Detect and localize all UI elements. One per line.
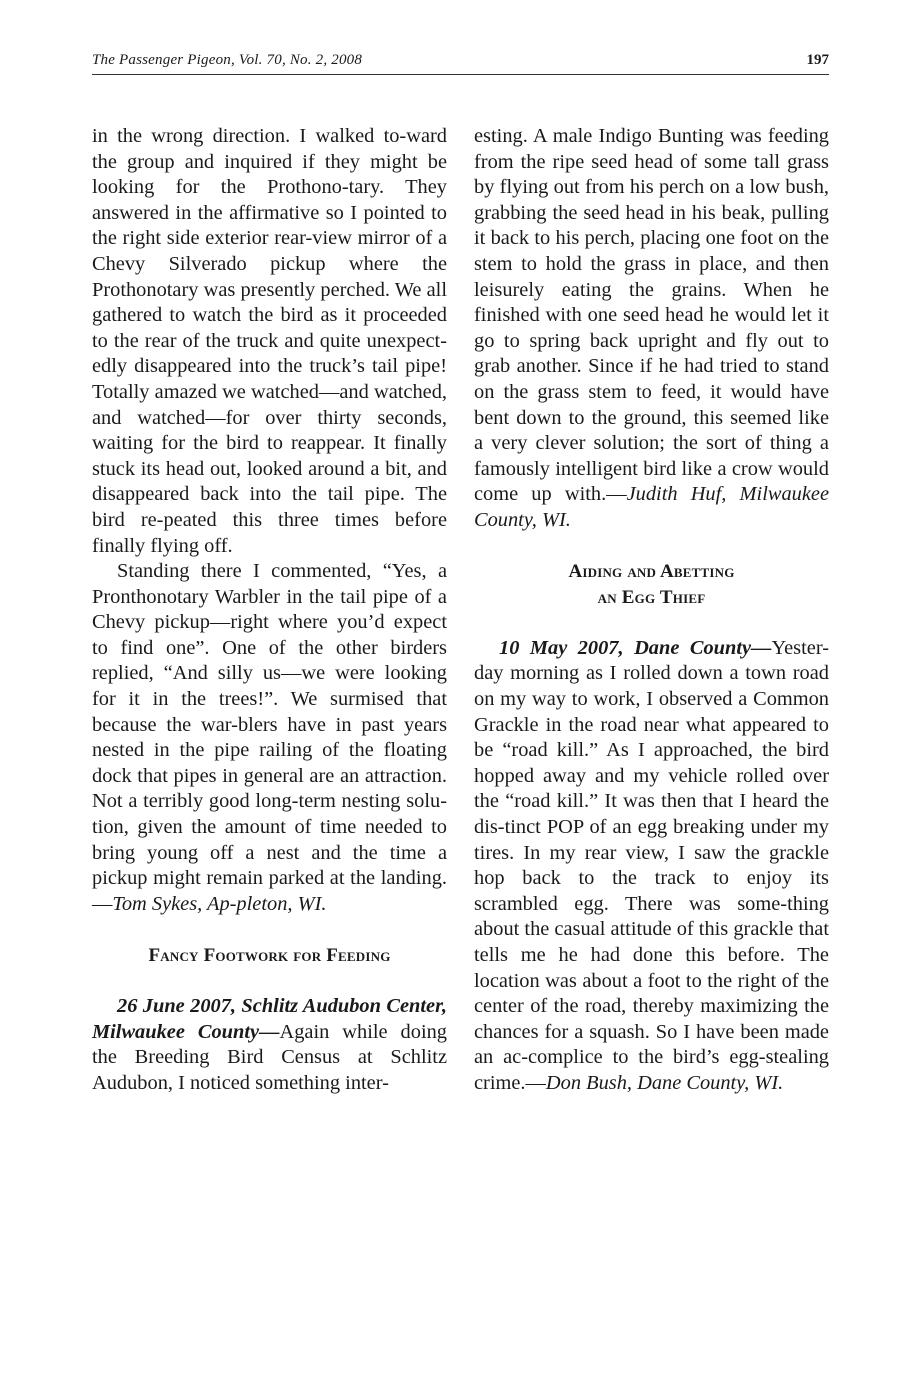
spacer bbox=[92, 917, 447, 943]
paragraph-schlitz-audubon bbox=[92, 994, 447, 1096]
journal-title: The Passenger Pigeon, Vol. 70, No. 2, 2008 bbox=[92, 52, 363, 68]
paragraph-text: Again while doing the Breeding Bird Census at Schlitz Audubon, I noticed something inter- bbox=[92, 1020, 448, 1094]
author-signature: Don Bush, Dane County, WI. bbox=[545, 1071, 784, 1094]
entry-lead: 26 June 2007, Schlitz Audubon Center, Milwaukee County— bbox=[92, 995, 447, 1043]
paragraph-text: in the wrong direction. I walked to-ward the group and inquired if they might be looking for the Prothono-tary. They answered in the affirmative so I pointed to the right side exterior rear-view mirror of a Chevy Silverado pickup where the Prothonotary was presently perched. We all gathered to watch the bird as it proceeded to the rear of the truck and quite unexpect-edly disappeared into the truck’s tail pipe! Totally amazed we watched—and watched, and watched—for over thirty seconds, waiting for the bird to reappear. It finally stuck its head out, looked around a bit, and disappeared back into the tail pipe. The bird re-peated this three times before finally flying off. bbox=[92, 125, 447, 557]
section-heading-egg-thief-line1: Aiding and Abetting bbox=[568, 561, 735, 583]
spacer bbox=[92, 969, 447, 995]
entry-lead: 10 May 2007, Dane County— bbox=[499, 636, 772, 659]
right-column bbox=[474, 124, 829, 1097]
page-number: 197 bbox=[806, 52, 829, 68]
paragraph-continued bbox=[92, 124, 447, 559]
header-rule bbox=[92, 74, 829, 75]
paragraph-text: Yester-day morning as I rolled down a town road on my way to work, I observed a Common Grackle in the road near what appeared to be “road kill.” As I approached, the bird hopped away and my vehicle rolled over the “road kill.” It was then that I heard the dis-tinct POP of an egg breaking under my tires. In my rear view, I saw the grackle hop back to the track to enjoy its scrambled egg. There was some-thing about the casual attitude of this grackle that tells me he had done this before. The location was about a foot to the right of the center of the road, thereby maximizing the chances for a squash. So I have been made an ac-complice to the bird’s egg-stealing crime.— bbox=[474, 636, 830, 1094]
author-signature: Judith Huf, Milwaukee County, WI. bbox=[474, 483, 829, 531]
running-header bbox=[92, 48, 829, 72]
paragraph-text: esting. A male Indigo Bunting was feeding from the ripe seed head of some tall grass by flying out from his perch on a low bush, grabbing the seed head in his beak, pulling it back to his perch, placing one foot on the stem to hold the grass in place, and then leisurely eating the grains. When he finished with one seed head he would let it go to spring back upright and fly out to grab another. Since if he had tried to stand on the grass stem to feed, it would have bent down to the ground, this seemed like a very clever solution; the sort of thing a famously intelligent bird like a crow would come up with.— bbox=[474, 125, 829, 506]
paragraph-standing-there bbox=[92, 559, 447, 917]
paragraph-text: Standing there I commented, “Yes, a Pronthonotary Warbler in the tail pipe of a Chevy pickup—right where you’d expect to find one”. One of the other birders replied, “And silly us—we were looking for it in the trees!”. We surmised that because the war-blers have in past years nested in the pipe railing of the floating dock that pipes in general are an attraction. Not a terribly good long-term nesting solu-tion, given the amount of time needed to bring young off a nest and the time a pickup might remain parked at the landing.— bbox=[92, 560, 447, 915]
author-signature: Tom Sykes, Ap-pleton, WI. bbox=[112, 892, 327, 915]
spacer bbox=[474, 534, 829, 560]
paragraph-dane-county bbox=[474, 636, 829, 1097]
spacer bbox=[474, 610, 829, 636]
paragraph-indigo-bunting bbox=[474, 124, 829, 534]
left-column bbox=[92, 124, 447, 1097]
section-heading-fancy-footwork: Fancy Footwork for Feeding bbox=[148, 945, 391, 966]
section-heading-egg-thief-line2: an Egg Thief bbox=[597, 586, 706, 608]
